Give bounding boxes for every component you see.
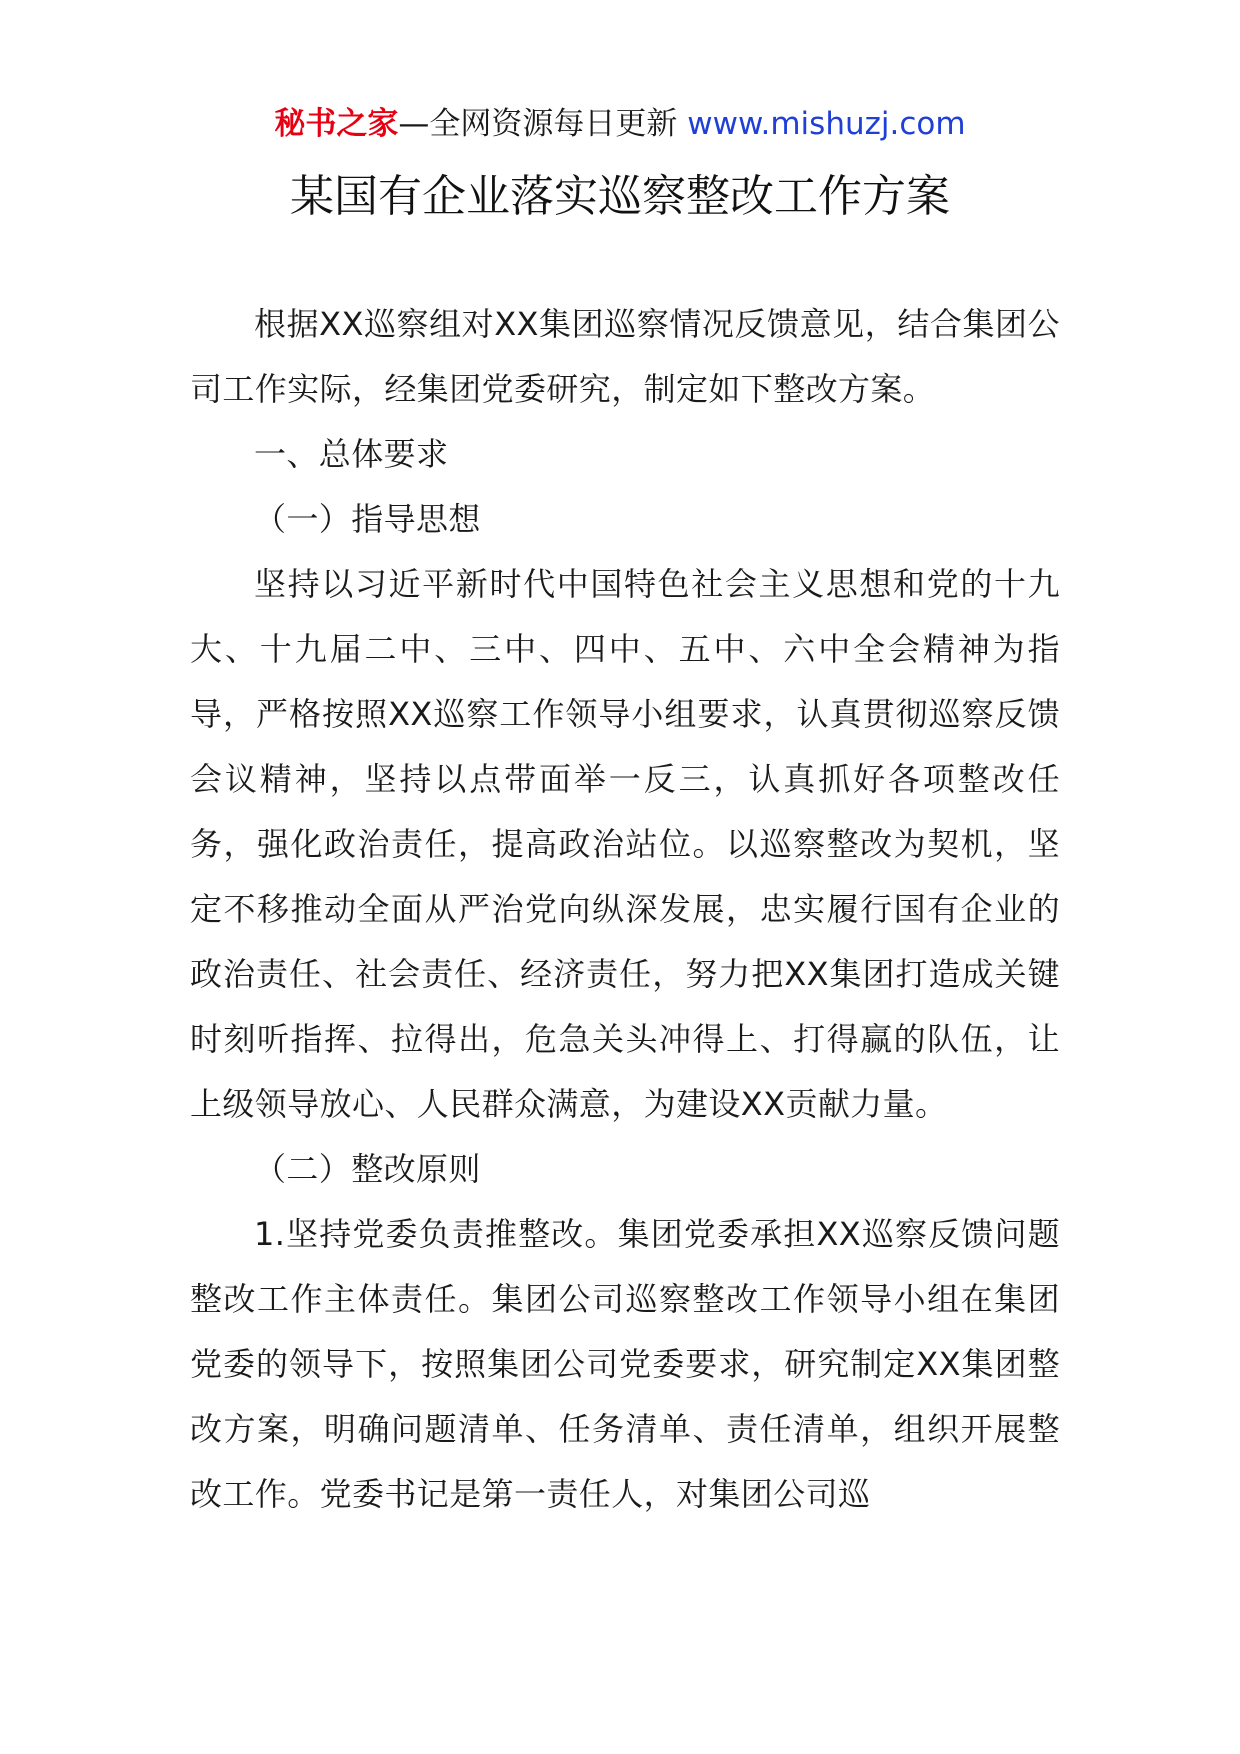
principle-1-paragraph: 1.坚持党委负责推整改。集团党委承担XX巡察反馈问题整改工作主体责任。集团公司巡察整改工作领导小组在集团党委的领导下，按照集团公司党委要求，研究制定XX集团整改方案，明确问题清单、任务清单、责任清单，组织开展整改工作。党委书记是第一责任人，对集团公司巡 xyxy=(190,1215,1060,1513)
section-heading-general-requirements: 一、总体要求 xyxy=(254,435,449,473)
subsection-heading-rectification-principles: （二）整改原则 xyxy=(254,1150,481,1188)
intro-paragraph: 根据XX巡察组对XX集团巡察情况反馈意见，结合集团公司工作实际，经集团党委研究，制定如下整改方案。 xyxy=(190,305,1060,408)
site-url-link[interactable]: www.mishuzj.com xyxy=(687,106,966,142)
guiding-ideology-paragraph: 坚持以习近平新时代中国特色社会主义思想和党的十九大、十九届二中、三中、四中、五中、六中全会精神为指导，严格按照XX巡察工作领导小组要求，认真贯彻巡察反馈会议精神，坚持以点带面举一反三，认真抓好各项整改任务，强化政治责任，提高政治站位。以巡察整改为契机，坚定不移推动全面从严治党向纵深发展，忠实履行国有企业的政治责任、社会责任、经济责任，努力把XX集团打造成关键时刻听指挥、拉得出，危急关头冲得上、打得赢的队伍，让上级领导放心、人民群众满意，为建设XX贡献力量。 xyxy=(190,565,1060,1123)
banner-slogan: —全网资源每日更新 xyxy=(398,106,688,142)
site-banner xyxy=(0,100,1240,148)
subsection-heading-guiding-ideology: （一）指导思想 xyxy=(254,500,481,538)
document-title: 某国有企业落实巡察整改工作方案 xyxy=(290,171,950,222)
brand-name: 秘书之家 xyxy=(274,106,399,142)
document-body xyxy=(190,292,1060,1527)
